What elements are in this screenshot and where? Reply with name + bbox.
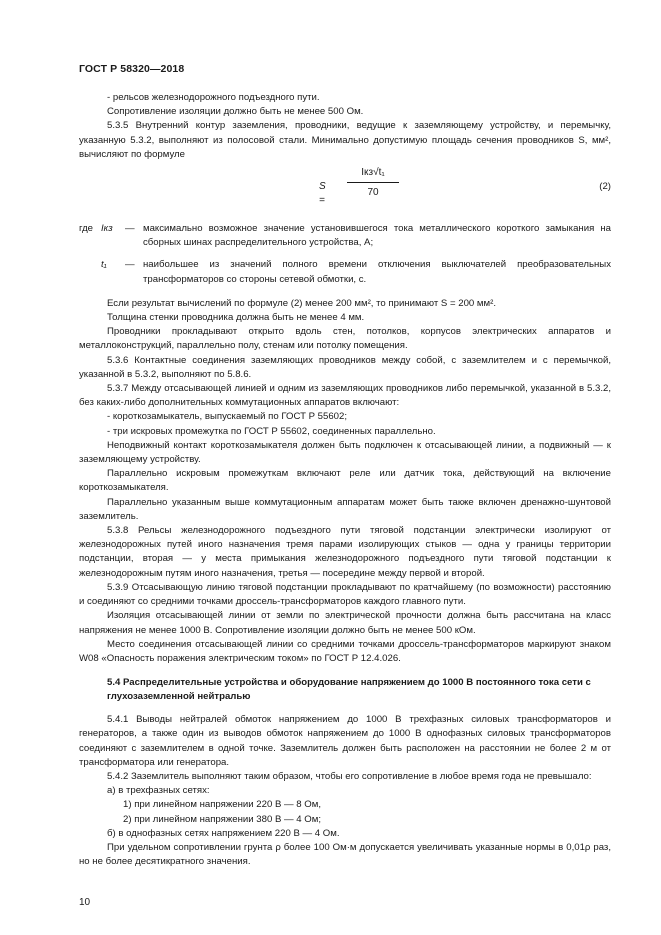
list-item: - короткозамыкатель, выпускаемый по ГОСТ Р 55602; (107, 411, 348, 423)
paragraph: 5.3.5 Внутренний контур заземления, проводники, ведущие к заземляющему устройству, и перемычку, указанную 5.3.2, выполняют из полосовой стали. Минимально допустимую площадь сечения проводников S, мм², вычисляют по формуле (79, 120, 611, 160)
where-text: наибольшее из значений полного времени отключения выключателей преобразовательных трансформаторов со стороны сетевой обмотки, с. (143, 259, 611, 285)
where-symbol: t₁ (101, 259, 107, 271)
where-text: максимально возможное значение установившегося тока металлического короткого замыкания на сборных шинах распределительного устройства, А; (143, 223, 611, 249)
formula-lhs: S = (319, 181, 326, 207)
formula-denominator: 70 (367, 187, 379, 199)
paragraph: При удельном сопротивлении грунта ρ более 100 Ом·м допускается увеличивать указанные нормы в 0,01ρ раз, но не более десятикратного значения. (79, 841, 611, 868)
paragraph: 5.3.7 Между отсасывающей линией и одним из заземляющих проводников либо перемычкой, указанной в 5.3.2, без каких-либо дополнительных коммутационных аппаратов включают: (79, 383, 611, 409)
formula-number: (2) (599, 181, 611, 193)
paragraph: 5.3.8 Рельсы железнодорожного подъездного пути тяговой подстанции электрически изолируют от железнодорожных путей иного назначения тремя парами изолирующих стыков — одна у границы территории подстанции, вторая — у места примыкания железнодорожного подъездного пути тяговой подстанции к железнодорожным путям иного назначения, третья — посередине между первой и второй. (79, 525, 611, 579)
list-item: 1) при линейном напряжении 220 В — 8 Ом, (123, 799, 322, 811)
paragraph: Неподвижный контакт короткозамыкателя должен быть подключен к отсасывающей линии, а подвижный — к заземляющему устройству. (79, 439, 611, 466)
section-title: 5.4 Распределительные устройства и оборудование напряжением до 1000 В постоянного тока сети с глухозаземленной нейтралью (107, 677, 591, 702)
paragraph: 5.3.6 Контактные соединения заземляющих проводников между собой, с заземлителем и с перемычкой, указанной в 5.3.2, выполняют по 5.8.6. (79, 354, 611, 380)
where-dash: — (125, 223, 135, 235)
paragraph: 5.4.1 Выводы нейтралей обмоток напряжением до 1000 В трехфазных силовых трансформаторов и генераторов, а также один из выводов обмоток напряжением до 1000 В однофазных силовых трансформаторов соединяют с заземлителем в одной точке. Заземлитель должен быть расположен на расстоянии не более 2 м от трансформатора или генератора. (79, 714, 611, 768)
paragraph: 5.3.9 Отсасывающую линию тяговой подстанции прокладывают по кратчайшему (по возможности) расстоянию и соединяют со средними точками дроссель-трансформаторов каждого главного пути. (79, 581, 611, 608)
paragraph: - рельсов железнодорожного подъездного пути. (107, 92, 320, 103)
where-block (79, 258, 611, 286)
list-item: б) в однофазных сетях напряжением 220 В — 4 Ом. (107, 827, 340, 839)
formula-numerator: Iкз√t₁ (347, 166, 399, 183)
list-item: а) в трехфазных сетях: (107, 785, 210, 797)
list-item: 2) при линейном напряжении 380 В — 4 Ом; (123, 813, 322, 825)
paragraph: Изоляция отсасывающей линии от земли по электрической прочности должна быть рассчитана на класс напряжения не менее 1000 В. Сопротивление изоляции должно быть не менее 500 кОм. (79, 610, 611, 636)
where-symbol: Iкз (101, 223, 113, 235)
where-dash: — (125, 259, 135, 271)
where-block (79, 222, 611, 250)
page-number: 10 (79, 897, 91, 908)
paragraph: Место соединения отсасывающей линии со средними точками дроссель-трансформаторов маркируют знаком W08 «Опасность поражения электрическим током» по ГОСТ Р 12.4.026. (79, 638, 611, 664)
formula-fraction (347, 166, 399, 200)
formula-block (79, 162, 611, 220)
paragraph: Толщина стенки проводника должна быть не менее 4 мм. (107, 312, 365, 324)
paragraph: Сопротивление изоляции должно быть не менее 500 Ом. (107, 106, 364, 118)
document-header: ГОСТ Р 58320—2018 (79, 63, 185, 75)
paragraph: 5.4.2 Заземлитель выполняют таким образом, чтобы его сопротивление в любое время года не превышало: (107, 770, 592, 782)
paragraph: Если результат вычислений по формуле (2) менее 200 мм², то принимают S = 200 мм². (107, 297, 496, 309)
paragraph: Параллельно указанным выше коммутационным аппаратам может быть также включен дренажно-шунтовой заземлитель. (79, 496, 611, 522)
where-label: где (79, 223, 94, 235)
paragraph: Параллельно искровым промежуткам включают реле или датчик тока, действующий на включение короткозамыкателя. (79, 468, 611, 494)
paragraph: Проводники прокладывают открыто вдоль стен, потолков, корпусов электрических аппаратов и металлоконструкций, параллельно полу, стенам или потолку помещения. (79, 326, 611, 352)
list-item: - три искровых промежутка по ГОСТ Р 55602, соединенных параллельно. (107, 425, 436, 437)
document-body (79, 91, 611, 869)
